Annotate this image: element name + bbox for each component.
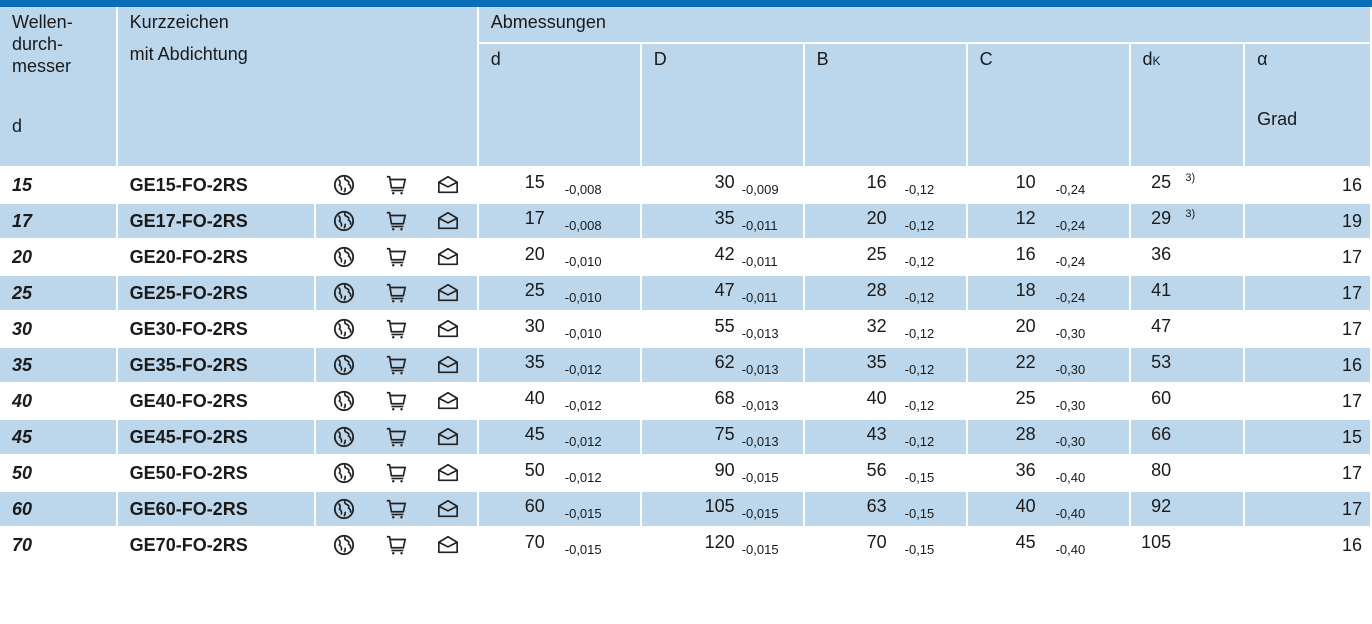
table-row xyxy=(0,384,1370,418)
D-tolerance: -0,011 xyxy=(741,254,778,269)
alpha-value: 16 xyxy=(1341,354,1362,375)
D-value: 75 xyxy=(714,424,735,444)
col-alpha-unit: Grad xyxy=(1257,109,1298,129)
shaft-diameter-value: 25 xyxy=(12,282,33,303)
d-cell xyxy=(479,276,640,310)
shaft-diameter-header xyxy=(0,7,116,166)
B-tolerance: -0,12 xyxy=(904,218,935,233)
action-icons-cell xyxy=(316,276,477,310)
D-value: 47 xyxy=(714,280,735,300)
col-C-header: C xyxy=(968,44,1129,166)
D-tolerance: -0,011 xyxy=(741,218,778,233)
d-value: 50 xyxy=(524,460,545,480)
d-tolerance: -0,012 xyxy=(564,398,602,413)
dk-value: 92 xyxy=(1151,496,1172,516)
action-icons-cell xyxy=(316,456,477,490)
shaft-diameter-cell xyxy=(0,240,116,274)
shaft-diameter-cell xyxy=(0,204,116,238)
C-value: 36 xyxy=(1015,460,1036,480)
d-cell xyxy=(479,456,640,490)
alpha-value: 15 xyxy=(1341,426,1362,447)
cart-icon[interactable] xyxy=(384,246,408,268)
action-icons-cell xyxy=(316,528,477,562)
B-cell xyxy=(805,492,966,526)
dimensions-header: Abmessungen xyxy=(479,7,1370,42)
dk-cell xyxy=(1131,204,1244,238)
alpha-cell xyxy=(1245,348,1370,382)
shaft-diameter-cell xyxy=(0,384,116,418)
cart-icon[interactable] xyxy=(384,282,408,304)
shaft-diameter-cell xyxy=(0,276,116,310)
col-alpha-label: α xyxy=(1257,49,1268,69)
D-value: 42 xyxy=(714,244,735,264)
alpha-value: 17 xyxy=(1341,462,1362,483)
cart-icon[interactable] xyxy=(384,534,408,556)
C-value: 45 xyxy=(1015,532,1036,552)
code-label: Kurzzeichen xyxy=(129,12,229,32)
globe-icon[interactable] xyxy=(332,462,356,484)
C-value: 22 xyxy=(1015,352,1036,372)
code-cell xyxy=(118,348,314,382)
table-row xyxy=(0,348,1370,382)
C-value: 25 xyxy=(1015,388,1036,408)
C-value: 28 xyxy=(1015,424,1036,444)
envelope-icon[interactable] xyxy=(436,498,460,520)
C-cell xyxy=(968,528,1129,562)
C-value: 20 xyxy=(1015,316,1036,336)
dk-value: 47 xyxy=(1151,316,1172,336)
D-tolerance: -0,009 xyxy=(741,182,779,197)
action-icons-cell xyxy=(316,240,477,274)
alpha-value: 17 xyxy=(1341,246,1362,267)
cart-icon[interactable] xyxy=(384,498,408,520)
code-value[interactable]: GE17-FO-2RS xyxy=(129,210,248,231)
B-cell xyxy=(805,240,966,274)
shaft-diameter-cell xyxy=(0,420,116,454)
alpha-cell xyxy=(1245,312,1370,346)
d-cell xyxy=(479,204,640,238)
D-tolerance: -0,011 xyxy=(741,290,778,305)
D-cell xyxy=(642,420,803,454)
code-value[interactable]: GE40-FO-2RS xyxy=(129,390,248,411)
dk-cell xyxy=(1131,528,1244,562)
B-value: 56 xyxy=(866,460,887,480)
D-tolerance: -0,013 xyxy=(741,326,779,341)
C-tolerance: -0,24 xyxy=(1055,290,1086,305)
action-icons-cell xyxy=(316,492,477,526)
envelope-icon[interactable] xyxy=(436,534,460,556)
C-tolerance: -0,30 xyxy=(1055,434,1086,449)
d-value: 70 xyxy=(524,532,545,552)
B-tolerance: -0,12 xyxy=(904,398,935,413)
B-cell xyxy=(805,384,966,418)
shaft-diameter-label: Wellen- durch- messer xyxy=(12,12,73,76)
C-tolerance: -0,40 xyxy=(1055,470,1086,485)
dk-cell xyxy=(1131,384,1244,418)
d-tolerance: -0,010 xyxy=(564,290,602,305)
B-value: 16 xyxy=(866,172,887,192)
B-cell xyxy=(805,204,966,238)
shaft-diameter-value: 17 xyxy=(12,210,33,231)
shaft-diameter-value: 15 xyxy=(12,174,33,195)
d-cell xyxy=(479,492,640,526)
d-tolerance: -0,008 xyxy=(564,182,602,197)
dk-value: 105 xyxy=(1141,532,1172,552)
B-value: 25 xyxy=(866,244,887,264)
D-cell xyxy=(642,528,803,562)
C-tolerance: -0,24 xyxy=(1055,182,1086,197)
code-value[interactable]: GE25-FO-2RS xyxy=(129,282,248,303)
C-value: 16 xyxy=(1015,244,1036,264)
B-value: 70 xyxy=(866,532,887,552)
dk-footnote: 3) xyxy=(1185,172,1196,184)
B-tolerance: -0,15 xyxy=(904,506,935,521)
d-tolerance: -0,012 xyxy=(564,434,602,449)
alpha-value: 16 xyxy=(1341,534,1362,555)
col-B-header: B xyxy=(805,44,966,166)
alpha-value: 19 xyxy=(1341,210,1362,231)
code-value[interactable]: GE60-FO-2RS xyxy=(129,498,248,519)
shaft-diameter-value: 20 xyxy=(12,246,33,267)
cart-icon[interactable] xyxy=(384,390,408,412)
C-cell xyxy=(968,168,1129,202)
D-tolerance: -0,015 xyxy=(741,470,779,485)
shaft-diameter-value: 40 xyxy=(12,390,33,411)
D-tolerance: -0,015 xyxy=(741,542,779,557)
table-row xyxy=(0,240,1370,274)
B-tolerance: -0,15 xyxy=(904,542,935,557)
d-value: 60 xyxy=(524,496,545,516)
B-cell xyxy=(805,456,966,490)
C-tolerance: -0,24 xyxy=(1055,218,1086,233)
C-value: 40 xyxy=(1015,496,1036,516)
B-value: 63 xyxy=(866,496,887,516)
shaft-diameter-cell xyxy=(0,312,116,346)
code-sub-label: mit Abdichtung xyxy=(129,44,248,64)
B-cell xyxy=(805,528,966,562)
d-value: 30 xyxy=(524,316,545,336)
D-tolerance: -0,013 xyxy=(741,434,779,449)
d-value: 20 xyxy=(524,244,545,264)
dk-value: 41 xyxy=(1151,280,1172,300)
dk-cell xyxy=(1131,168,1244,202)
dk-cell xyxy=(1131,276,1244,310)
code-value[interactable]: GE20-FO-2RS xyxy=(129,246,248,267)
table-row xyxy=(0,204,1370,238)
d-tolerance: -0,015 xyxy=(564,506,602,521)
B-value: 40 xyxy=(866,388,887,408)
D-cell xyxy=(642,240,803,274)
D-tolerance: -0,015 xyxy=(741,506,779,521)
shaft-diameter-cell xyxy=(0,348,116,382)
globe-icon[interactable] xyxy=(332,282,356,304)
envelope-icon[interactable] xyxy=(436,318,460,340)
table-row xyxy=(0,276,1370,310)
d-cell xyxy=(479,168,640,202)
dk-cell xyxy=(1131,240,1244,274)
C-tolerance: -0,40 xyxy=(1055,506,1086,521)
d-tolerance: -0,010 xyxy=(564,326,602,341)
alpha-cell xyxy=(1245,168,1370,202)
code-cell xyxy=(118,384,314,418)
alpha-value: 17 xyxy=(1341,390,1362,411)
dk-cell xyxy=(1131,420,1244,454)
shaft-diameter-value: 45 xyxy=(12,426,33,447)
globe-icon[interactable] xyxy=(332,318,356,340)
code-value[interactable]: GE15-FO-2RS xyxy=(129,174,248,195)
B-value: 35 xyxy=(866,352,887,372)
D-value: 62 xyxy=(714,352,735,372)
code-value[interactable]: GE30-FO-2RS xyxy=(129,318,248,339)
D-value: 68 xyxy=(714,388,735,408)
d-tolerance: -0,012 xyxy=(564,470,602,485)
B-tolerance: -0,12 xyxy=(904,182,935,197)
dk-value: 25 xyxy=(1151,172,1172,192)
action-icons-cell xyxy=(316,168,477,202)
action-icons-cell xyxy=(316,384,477,418)
d-value: 25 xyxy=(524,280,545,300)
d-cell xyxy=(479,384,640,418)
alpha-cell xyxy=(1245,492,1370,526)
d-tolerance: -0,008 xyxy=(564,218,602,233)
globe-icon[interactable] xyxy=(332,534,356,556)
D-value: 35 xyxy=(714,208,735,228)
dk-value: 53 xyxy=(1151,352,1172,372)
d-tolerance: -0,015 xyxy=(564,542,602,557)
shaft-diameter-cell xyxy=(0,492,116,526)
B-tolerance: -0,12 xyxy=(904,434,935,449)
envelope-icon[interactable] xyxy=(436,462,460,484)
table-row xyxy=(0,420,1370,454)
shaft-diameter-cell xyxy=(0,528,116,562)
alpha-cell xyxy=(1245,384,1370,418)
code-value[interactable]: GE70-FO-2RS xyxy=(129,534,248,555)
col-dk-sub: K xyxy=(1152,54,1161,68)
B-value: 28 xyxy=(866,280,887,300)
C-cell xyxy=(968,420,1129,454)
d-value: 17 xyxy=(524,208,545,228)
d-cell xyxy=(479,420,640,454)
code-cell xyxy=(118,456,314,490)
alpha-value: 17 xyxy=(1341,498,1362,519)
envelope-icon[interactable] xyxy=(436,390,460,412)
D-tolerance: -0,013 xyxy=(741,362,779,377)
D-cell xyxy=(642,204,803,238)
bearing-table xyxy=(0,5,1372,564)
B-tolerance: -0,12 xyxy=(904,254,935,269)
cart-icon[interactable] xyxy=(384,354,408,376)
action-icons-cell xyxy=(316,204,477,238)
code-cell xyxy=(118,492,314,526)
action-icons-cell xyxy=(316,420,477,454)
shaft-diameter-cell xyxy=(0,168,116,202)
d-value: 35 xyxy=(524,352,545,372)
dk-value: 66 xyxy=(1151,424,1172,444)
action-icons-cell xyxy=(316,348,477,382)
cart-icon[interactable] xyxy=(384,174,408,196)
B-cell xyxy=(805,312,966,346)
d-tolerance: -0,012 xyxy=(564,362,602,377)
C-cell xyxy=(968,456,1129,490)
C-tolerance: -0,24 xyxy=(1055,254,1086,269)
B-cell xyxy=(805,276,966,310)
C-value: 12 xyxy=(1015,208,1036,228)
B-tolerance: -0,12 xyxy=(904,326,935,341)
alpha-value: 16 xyxy=(1341,174,1362,195)
code-value[interactable]: GE35-FO-2RS xyxy=(129,354,248,375)
C-tolerance: -0,30 xyxy=(1055,398,1086,413)
D-cell xyxy=(642,348,803,382)
alpha-cell xyxy=(1245,456,1370,490)
D-cell xyxy=(642,312,803,346)
globe-icon[interactable] xyxy=(332,174,356,196)
shaft-diameter-value: 50 xyxy=(12,462,33,483)
globe-icon[interactable] xyxy=(332,390,356,412)
table-row xyxy=(0,312,1370,346)
dk-value: 60 xyxy=(1151,388,1172,408)
code-cell xyxy=(118,528,314,562)
alpha-cell xyxy=(1245,204,1370,238)
col-D-header: D xyxy=(642,44,803,166)
envelope-icon[interactable] xyxy=(436,282,460,304)
B-tolerance: -0,12 xyxy=(904,290,935,305)
code-cell xyxy=(118,276,314,310)
alpha-value: 17 xyxy=(1341,282,1362,303)
envelope-icon[interactable] xyxy=(436,174,460,196)
alpha-cell xyxy=(1245,276,1370,310)
d-cell xyxy=(479,528,640,562)
alpha-cell xyxy=(1245,528,1370,562)
shaft-diameter-unit: d xyxy=(12,116,23,136)
C-cell xyxy=(968,348,1129,382)
C-tolerance: -0,30 xyxy=(1055,362,1086,377)
globe-icon[interactable] xyxy=(332,354,356,376)
code-value[interactable]: GE50-FO-2RS xyxy=(129,462,248,483)
dk-cell xyxy=(1131,312,1244,346)
envelope-icon[interactable] xyxy=(436,246,460,268)
B-tolerance: -0,15 xyxy=(904,470,935,485)
d-value: 15 xyxy=(524,172,545,192)
C-tolerance: -0,30 xyxy=(1055,326,1086,341)
table-row xyxy=(0,168,1370,202)
D-value: 30 xyxy=(714,172,735,192)
D-tolerance: -0,013 xyxy=(741,398,779,413)
envelope-icon[interactable] xyxy=(436,426,460,448)
D-cell xyxy=(642,276,803,310)
cart-icon[interactable] xyxy=(384,318,408,340)
B-value: 32 xyxy=(866,316,887,336)
d-value: 40 xyxy=(524,388,545,408)
B-value: 20 xyxy=(866,208,887,228)
dk-cell xyxy=(1131,348,1244,382)
C-cell xyxy=(968,240,1129,274)
col-dk-main: d xyxy=(1142,49,1153,69)
d-value: 45 xyxy=(524,424,545,444)
B-cell xyxy=(805,168,966,202)
action-icons-cell xyxy=(316,312,477,346)
envelope-icon[interactable] xyxy=(436,210,460,232)
D-value: 120 xyxy=(704,532,735,552)
alpha-cell xyxy=(1245,420,1370,454)
dk-footnote: 3) xyxy=(1185,208,1196,220)
C-tolerance: -0,40 xyxy=(1055,542,1086,557)
D-value: 105 xyxy=(704,496,735,516)
cart-icon[interactable] xyxy=(384,426,408,448)
globe-icon[interactable] xyxy=(332,210,356,232)
shaft-diameter-value: 30 xyxy=(12,318,33,339)
C-value: 10 xyxy=(1015,172,1036,192)
alpha-cell xyxy=(1245,240,1370,274)
dk-cell xyxy=(1131,456,1244,490)
globe-icon[interactable] xyxy=(332,498,356,520)
shaft-diameter-value: 35 xyxy=(12,354,33,375)
dk-value: 80 xyxy=(1151,460,1172,480)
B-cell xyxy=(805,420,966,454)
col-alpha-header xyxy=(1245,44,1370,166)
D-cell xyxy=(642,168,803,202)
shaft-diameter-value: 70 xyxy=(12,534,33,555)
D-cell xyxy=(642,456,803,490)
code-value[interactable]: GE45-FO-2RS xyxy=(129,426,248,447)
globe-icon[interactable] xyxy=(332,426,356,448)
code-header xyxy=(118,7,477,166)
B-tolerance: -0,12 xyxy=(904,362,935,377)
code-cell xyxy=(118,168,314,202)
D-value: 55 xyxy=(714,316,735,336)
code-cell xyxy=(118,312,314,346)
code-cell xyxy=(118,420,314,454)
col-dk-header xyxy=(1131,44,1244,166)
envelope-icon[interactable] xyxy=(436,354,460,376)
d-cell xyxy=(479,312,640,346)
table-row xyxy=(0,456,1370,490)
B-cell xyxy=(805,348,966,382)
C-cell xyxy=(968,276,1129,310)
code-cell xyxy=(118,240,314,274)
B-value: 43 xyxy=(866,424,887,444)
d-cell xyxy=(479,348,640,382)
dk-value: 36 xyxy=(1151,244,1172,264)
shaft-diameter-cell xyxy=(0,456,116,490)
C-value: 18 xyxy=(1015,280,1036,300)
table-row xyxy=(0,492,1370,526)
dk-cell xyxy=(1131,492,1244,526)
col-d-header: d xyxy=(479,44,640,166)
shaft-diameter-value: 60 xyxy=(12,498,33,519)
D-cell xyxy=(642,384,803,418)
C-cell xyxy=(968,492,1129,526)
globe-icon[interactable] xyxy=(332,246,356,268)
D-value: 90 xyxy=(714,460,735,480)
C-cell xyxy=(968,384,1129,418)
D-cell xyxy=(642,492,803,526)
C-cell xyxy=(968,312,1129,346)
d-cell xyxy=(479,240,640,274)
table-row xyxy=(0,528,1370,562)
C-cell xyxy=(968,204,1129,238)
cart-icon[interactable] xyxy=(384,462,408,484)
code-cell xyxy=(118,204,314,238)
dk-value: 29 xyxy=(1151,208,1172,228)
cart-icon[interactable] xyxy=(384,210,408,232)
d-tolerance: -0,010 xyxy=(564,254,602,269)
alpha-value: 17 xyxy=(1341,318,1362,339)
